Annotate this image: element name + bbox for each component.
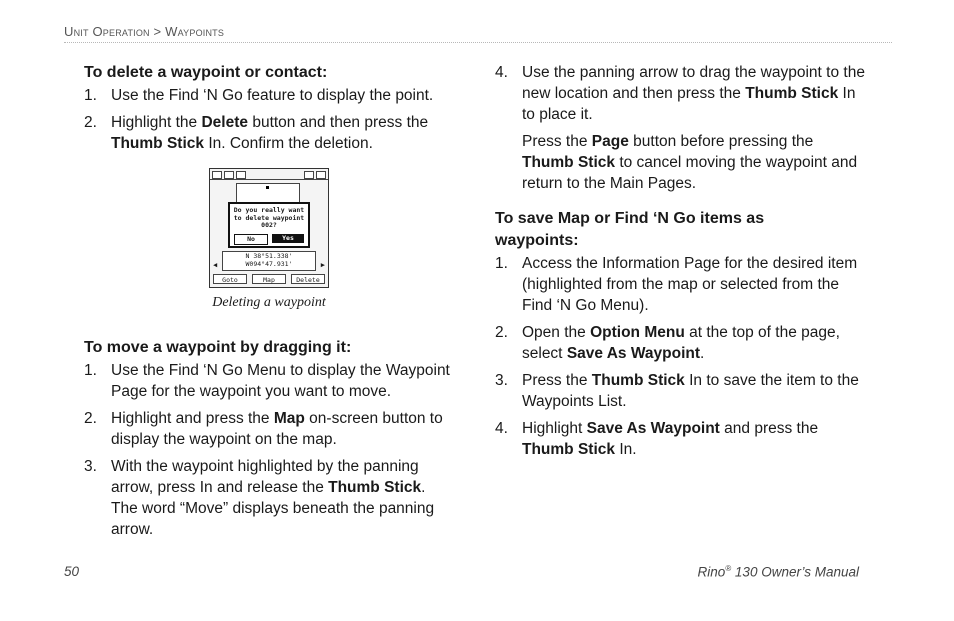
note-bold: Page: [591, 133, 629, 150]
device-screen: [209, 168, 329, 288]
status-bar: [210, 169, 328, 180]
step-number: 2.: [84, 114, 97, 131]
radio-icon: [236, 171, 246, 179]
step-bold: Thumb Stick: [111, 135, 205, 152]
step-number: 4.: [495, 420, 508, 437]
save-step-1: [495, 253, 865, 316]
step-bold: Thumb Stick: [591, 372, 685, 389]
figure-caption: Deleting a waypoint: [212, 295, 326, 310]
arrow-right-icon: ▶: [320, 261, 325, 269]
note-text: Press the: [522, 133, 592, 150]
dialog-text: Do you really want: [233, 206, 305, 214]
step-number: 4.: [495, 64, 508, 81]
step-number: 1.: [495, 255, 508, 272]
move-step-1: [84, 360, 454, 402]
step-text: Open the: [522, 324, 591, 341]
save-heading: [495, 208, 865, 252]
step-text: .: [700, 345, 705, 362]
manual-suffix: 130 Owner’s Manual: [731, 564, 859, 580]
note-text: to cancel moving the waypoint and return to the Main Pages.: [522, 154, 858, 192]
step-bold: Save As Waypoint: [566, 345, 701, 362]
step-text: In. Confirm the deletion.: [204, 135, 373, 152]
move-step-3: [84, 456, 454, 540]
dialog-buttons: [234, 234, 304, 243]
dialog-text: 002?: [261, 221, 277, 229]
step-bold: Option Menu: [590, 324, 685, 341]
signal-icon: [224, 171, 234, 179]
header-subsection: Waypoints: [165, 24, 225, 39]
dialog-text: to delete waypoint: [233, 213, 305, 222]
step-number: 2.: [495, 324, 508, 341]
step-bold: Thumb Stick: [328, 479, 422, 496]
step-text: on-screen button to display the waypoint on the map.: [111, 410, 443, 448]
step-text: In to save the item to the Waypoints List.: [522, 372, 859, 410]
delete-step-2: [84, 112, 454, 154]
manual-name: Rino: [697, 564, 726, 580]
latitude: N 38°51.338': [245, 252, 293, 260]
step-text: Use the panning arrow to drag the waypoint to the new location and then press the: [522, 64, 865, 102]
page-number: 50: [64, 564, 80, 579]
close-icon: [316, 171, 326, 179]
deleting-waypoint-figure: [84, 168, 454, 313]
delete-heading: To delete a waypoint or contact:: [84, 64, 328, 81]
step-text: . The word “Move” displays beneath the panning arrow.: [111, 479, 435, 538]
step-number: 2.: [84, 410, 97, 427]
step-bold: Save As Waypoint: [586, 420, 720, 437]
no-button[interactable]: No: [234, 234, 268, 245]
step-text: Access the Information Page for the desired item (highlighted from the map or selected from the Find ‘N Go Menu).: [522, 255, 858, 314]
step-bold: Thumb Stick: [522, 441, 616, 458]
step-text: Highlight: [522, 420, 587, 437]
running-header: [64, 24, 224, 39]
waypoint-icon: [266, 186, 269, 189]
save-heading-line: waypoints:: [495, 232, 579, 249]
header-rule: [64, 42, 892, 43]
step-text: at the top of the page, select: [522, 324, 840, 362]
step-text: Use the Find ‘N Go Menu to display the Waypoint Page for the waypoint you want to move.: [111, 362, 450, 400]
battery-icon: [212, 171, 222, 179]
menu-icon: [304, 171, 314, 179]
softkey-bar: [213, 274, 325, 284]
manual-title: [698, 564, 860, 580]
registered-mark: ®: [725, 564, 732, 573]
delete-button[interactable]: Delete: [291, 274, 325, 284]
step-text: In to place it.: [522, 85, 856, 123]
step-number: 3.: [495, 372, 508, 389]
note-bold: Thumb Stick: [522, 154, 616, 171]
step-text: Press the: [522, 372, 592, 389]
step-text: and press the: [719, 420, 819, 437]
header-separator: >: [149, 24, 166, 39]
save-step-3: [495, 370, 865, 412]
step-text: In.: [615, 441, 637, 458]
step-bold: Thumb Stick: [745, 85, 839, 102]
step-text: Highlight the: [111, 114, 202, 131]
delete-confirm-dialog: [228, 202, 310, 248]
move-step-2: [84, 408, 454, 450]
note-text: button before pressing the: [628, 133, 814, 150]
step-text: button and then press the: [248, 114, 429, 131]
coordinates-box: [222, 251, 316, 271]
longitude: W094°47.931': [245, 260, 293, 268]
save-step-2: [495, 322, 865, 364]
step-text: Use the Find ‘N Go feature to display the point.: [111, 87, 434, 104]
step-number: 1.: [84, 362, 97, 379]
save-heading-line: To save Map or Find ‘N Go items as: [495, 210, 765, 227]
header-section: Unit Operation: [64, 24, 150, 39]
arrow-left-icon: ◀: [213, 261, 218, 269]
step-number: 1.: [84, 87, 97, 104]
yes-button[interactable]: Yes: [272, 234, 304, 243]
step-bold: Map: [273, 410, 305, 427]
step-text: Highlight and press the: [111, 410, 274, 427]
save-step-4: [495, 418, 865, 460]
right-column: [495, 62, 865, 466]
step-bold: Delete: [201, 114, 249, 131]
map-button[interactable]: Map: [252, 274, 286, 284]
step-number: 3.: [84, 458, 97, 475]
cancel-note: [495, 131, 865, 194]
step-text: With the waypoint highlighted by the panning arrow, press In and release the: [111, 458, 419, 496]
delete-step-1: [84, 85, 454, 106]
left-column: [84, 62, 454, 546]
move-step-4: [495, 62, 865, 125]
goto-button[interactable]: Goto: [213, 274, 247, 284]
move-heading: To move a waypoint by dragging it:: [84, 339, 352, 356]
